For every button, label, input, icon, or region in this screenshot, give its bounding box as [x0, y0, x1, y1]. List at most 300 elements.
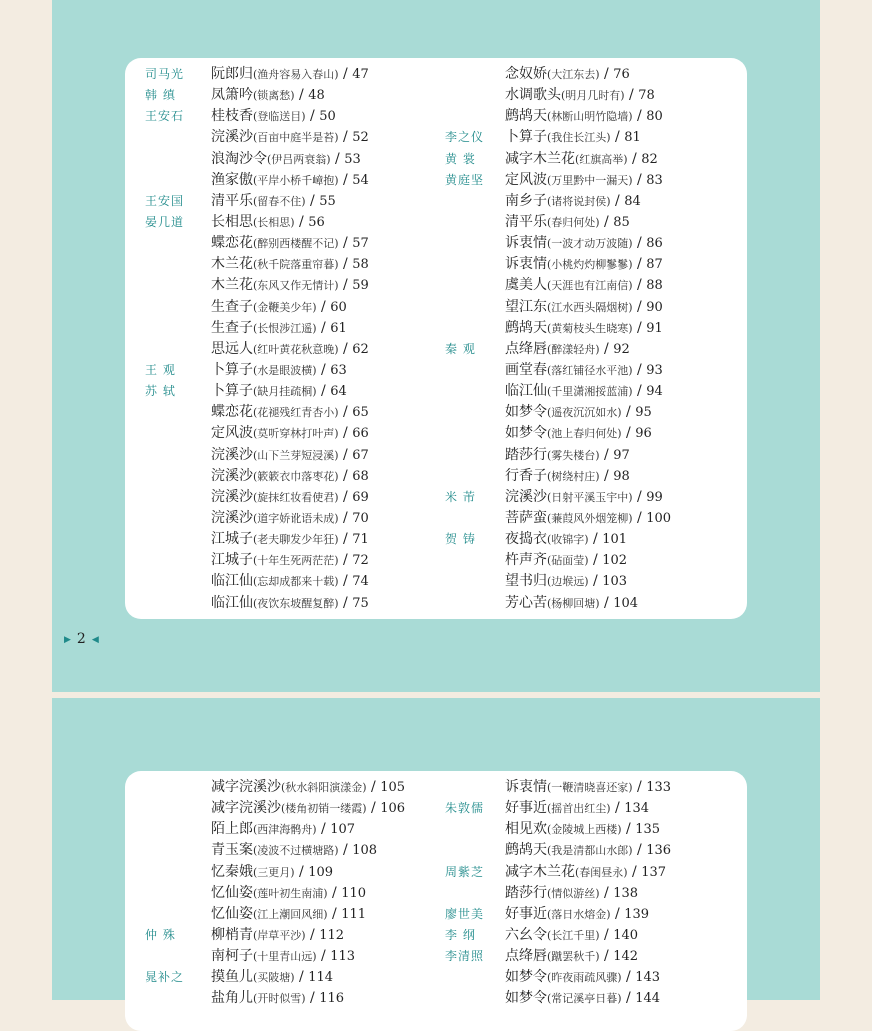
poem-first-line: (明月几时有)	[561, 89, 625, 103]
page-ref: 100	[646, 510, 672, 526]
poem-title: 鹧鸪天	[505, 319, 547, 336]
poem-title: 减字浣溪沙	[211, 800, 281, 817]
page-ref: 86	[646, 236, 663, 252]
poem-first-line: (春闺昼永)	[575, 865, 628, 879]
poem-title-line: 柳梢青(岸草平沙) / 112	[211, 926, 345, 943]
poem-title-line: 忆仙姿(江上潮回风细) / 111	[211, 905, 367, 922]
page-ref: 106	[380, 801, 406, 817]
poem-title-line: 卜算子(我住长江头) / 81	[505, 129, 641, 146]
poem-first-line-text: 醉漾轻舟	[551, 342, 596, 356]
poem-title-line: 浣溪沙(日射平溪玉宇中) / 99	[505, 488, 663, 505]
poem-title-line: 南柯子(十里青山远) / 113	[211, 948, 356, 965]
poem-first-line-text: 登临送目	[257, 110, 302, 124]
poem-title: 如梦令	[505, 990, 547, 1007]
page-ref: 133	[646, 780, 672, 795]
poem-first-line-text: 蒹葭风外烟笼柳	[551, 511, 629, 525]
poem-first-line-text: 平岸小桥千嶂抱	[257, 173, 335, 187]
poem-title-line: 望江东(江水西头隔烟树) / 90	[505, 298, 663, 315]
poem-first-line-text: 摇首出红尘	[551, 802, 607, 816]
poem-first-line-text: 蹴罢秋千	[551, 950, 596, 964]
poem-first-line-text: 凌波不过横塘路	[257, 844, 335, 858]
poem-title: 卜算子	[211, 383, 253, 400]
poem-first-line-text: 一波才动万波随	[551, 237, 629, 251]
poem-title: 木兰花	[211, 256, 253, 273]
poem-title: 好事近	[505, 905, 547, 922]
poem-title-line: 木兰花(东风又作无情计) / 59	[211, 277, 369, 294]
poem-first-line-text: 百亩中庭半是苔	[257, 131, 335, 145]
poem-title-line: 菩萨蛮(蒹葭风外烟笼柳) / 100	[505, 509, 672, 526]
poem-first-line-text: 花褪残红青杏小	[257, 406, 335, 420]
poem-first-line: (情似游丝)	[547, 886, 600, 900]
poem-first-line-text: 留春不住	[257, 194, 302, 208]
page-ref: 78	[638, 88, 655, 104]
author-name: 晁补之	[145, 970, 185, 985]
poem-title-line: 临江仙(忘却成都来十载) / 74	[211, 573, 369, 590]
poem-first-line-text: 老夫聊发少年狂	[257, 533, 335, 547]
poem-title-line: 蝶恋花(醉别西楼醒不记) / 57	[211, 235, 369, 252]
poem-first-line-text: 春归何处	[551, 215, 596, 229]
author-name: 黄庭坚	[445, 172, 485, 187]
poem-title-line: 蝶恋花(花褪残红青杏小) / 65	[211, 404, 369, 421]
page-ref: 143	[635, 970, 661, 986]
poem-first-line-text: 水是眼波横	[257, 363, 313, 377]
page-ref: 92	[613, 341, 630, 357]
poem-first-line: (醉别西楼醒不记)	[253, 237, 339, 251]
poem-title-line: 浪淘沙令(伊吕两衰翁) / 53	[211, 150, 361, 167]
poem-title: 好事近	[505, 800, 547, 817]
poem-title-line: 临江仙(千里潇湘挼蓝浦) / 94	[505, 383, 663, 400]
poem-first-line: (落红铺径水平池)	[547, 363, 633, 377]
poem-first-line: (千里潇湘挼蓝浦)	[547, 385, 633, 399]
poem-title-line: 虞美人(天涯也有江南信) / 88	[505, 277, 663, 294]
poem-title: 踏莎行	[505, 446, 547, 463]
poem-first-line-text: 锁离愁	[257, 89, 291, 103]
poem-first-line: (水是眼波横)	[253, 363, 317, 377]
author-name: 黄 裳	[445, 151, 476, 166]
poem-title: 杵声齐	[505, 552, 547, 569]
poem-title: 望江东	[505, 298, 547, 315]
poem-first-line: (旋抹红妆看使君)	[253, 490, 339, 504]
page-ref: 140	[613, 927, 639, 943]
page-ref: 107	[330, 822, 356, 838]
poem-first-line-text: 树绕村庄	[551, 469, 596, 483]
poem-first-line-text: 旋抹红妆看使君	[257, 490, 335, 504]
page-ref: 80	[646, 109, 663, 125]
poem-title: 如梦令	[505, 969, 547, 986]
page-ref: 74	[352, 574, 369, 590]
poem-first-line: (三更月)	[253, 865, 295, 879]
poem-first-line-text: 诸将说封侯	[551, 194, 607, 208]
poem-title-line: 行香子(树绕村庄) / 98	[505, 467, 630, 484]
poem-first-line-text: 天涯也有江南信	[551, 279, 629, 293]
poem-title-line: 杵声齐(砧面莹) / 102	[505, 552, 628, 569]
author-name: 李 纲	[445, 927, 476, 942]
poem-first-line-text: 金陵城上西楼	[551, 823, 618, 837]
page-ref: 66	[352, 426, 369, 442]
poem-first-line: (一鞭清晓喜还家)	[547, 781, 633, 794]
poem-title-line: 望书归(边堠远) / 103	[505, 573, 628, 590]
poem-title: 夜捣衣	[505, 531, 547, 548]
poem-first-line: (遥夜沉沉如水)	[547, 406, 622, 420]
poem-first-line-text: 醉别西楼醒不记	[257, 237, 335, 251]
page-ref: 113	[330, 949, 356, 965]
poem-title-line: 木兰花(秋千院落重帘暮) / 58	[211, 256, 369, 273]
page-ref: 139	[624, 906, 650, 922]
page-ref: 96	[635, 426, 652, 442]
poem-first-line: (长相思)	[253, 215, 295, 229]
poem-first-line-text: 簌簌衣巾落枣花	[257, 469, 335, 483]
poem-first-line-text: 万里黔中一漏天	[551, 173, 629, 187]
page-ref: 112	[319, 927, 345, 943]
poem-first-line: (黄菊枝头生晓寒)	[547, 321, 633, 335]
poem-first-line-text: 小桃灼灼柳鬖鬖	[551, 258, 629, 272]
poem-first-line: (老夫聊发少年狂)	[253, 533, 339, 547]
poem-title: 芳心苦	[505, 594, 547, 611]
toc-page-1	[52, 0, 820, 692]
page-ref: 90	[646, 299, 663, 315]
poem-first-line: (天涯也有江南信)	[547, 279, 633, 293]
page-ref: 84	[624, 193, 641, 209]
poem-title: 画堂春	[505, 361, 547, 378]
poem-first-line-text: 我住长江头	[551, 131, 607, 145]
poem-title-line: 陌上郎(西津海鹘舟) / 107	[211, 821, 356, 838]
page-ref: 62	[352, 341, 369, 357]
poem-title: 忆仙姿	[211, 905, 253, 922]
poem-first-line: (岸草平沙)	[253, 928, 306, 942]
author-name: 李清照	[445, 949, 485, 964]
page-ref: 104	[613, 595, 639, 611]
poem-first-line-text: 楼角初销一缕霞	[285, 802, 363, 816]
poem-title: 临江仙	[211, 573, 253, 590]
page-ref: 68	[352, 468, 369, 484]
poem-first-line: (红旗高举)	[575, 152, 628, 166]
poem-title-line: 江城子(十年生死两茫茫) / 72	[211, 552, 369, 569]
author-name: 仲 殊	[145, 927, 176, 942]
page-ref: 60	[330, 299, 347, 315]
poem-title-line: 桂枝香(登临送目) / 50	[211, 108, 336, 125]
poem-title-line: 好事近(摇首出红尘) / 134	[505, 800, 650, 817]
author-name: 贺 铸	[445, 532, 476, 547]
poem-first-line: (雾失楼台)	[547, 448, 600, 462]
poem-first-line-text: 金鞭美少年	[257, 300, 313, 314]
page-ref: 134	[624, 801, 650, 817]
poem-first-line-text: 红叶黄花秋意晚	[257, 342, 335, 356]
poem-first-line: (留春不住)	[253, 194, 306, 208]
author-name: 苏 轼	[145, 384, 176, 399]
poem-first-line-text: 道字娇讹语未成	[257, 511, 335, 525]
page-ref: 55	[319, 193, 336, 209]
poem-title: 南乡子	[505, 192, 547, 209]
poem-title: 青玉案	[211, 842, 253, 859]
poem-first-line-text: 杨柳回塘	[551, 596, 596, 610]
author-name: 廖世美	[445, 906, 485, 921]
poem-title-line: 夜捣衣(收锦字) / 101	[505, 531, 628, 548]
page-ref: 116	[319, 991, 345, 1007]
poem-first-line-text: 收锦字	[551, 533, 585, 547]
author-name: 李之仪	[445, 130, 485, 145]
poem-first-line: (秋千院落重帘暮)	[253, 258, 339, 272]
triangle-right-icon: ▶	[64, 635, 71, 645]
page-ref: 56	[308, 214, 325, 230]
page-ref: 91	[646, 320, 663, 336]
poem-first-line-text: 长恨涉江遥	[257, 321, 313, 335]
poem-title-line: 减字浣溪沙(楼角初销一缕霞) / 106	[211, 800, 406, 817]
poem-first-line: (百亩中庭半是苔)	[253, 131, 339, 145]
poem-title-line: 清平乐(留春不住) / 55	[211, 192, 336, 209]
poem-title: 诉衷情	[505, 779, 547, 795]
page-ref: 54	[352, 172, 369, 188]
poem-title: 渔家傲	[211, 171, 253, 188]
poem-title-line: 定风波(莫听穿林打叶声) / 66	[211, 425, 369, 442]
poem-first-line: (砧面莹)	[547, 554, 589, 568]
poem-title-line: 生查子(金鞭美少年) / 60	[211, 298, 347, 315]
author-name: 王 观	[145, 362, 176, 377]
page-ref: 87	[646, 257, 663, 273]
page-ref: 50	[319, 109, 336, 125]
poem-first-line: (簌簌衣巾落枣花)	[253, 469, 339, 483]
poem-first-line: (春归何处)	[547, 215, 600, 229]
poem-title-line: 踏莎行(情似游丝) / 138	[505, 884, 639, 901]
poem-first-line: (平岸小桥千嶂抱)	[253, 173, 339, 187]
poem-first-line: (边堠远)	[547, 575, 589, 589]
poem-first-line: (林断山明竹隐墙)	[547, 110, 633, 124]
poem-first-line-text: 江水西头隔烟树	[551, 300, 629, 314]
poem-title: 鹧鸪天	[505, 842, 547, 859]
poem-first-line-text: 我是清都山水郎	[551, 844, 629, 858]
poem-title-line: 卜算子(缺月挂疏桐) / 64	[211, 383, 347, 400]
poem-title-line: 忆仙姿(莲叶初生南浦) / 110	[211, 884, 367, 901]
poem-title-line: 浣溪沙(百亩中庭半是苔) / 52	[211, 129, 369, 146]
poem-first-line: (常记溪亭日暮)	[547, 992, 622, 1006]
poem-first-line: (莲叶初生南浦)	[253, 886, 328, 900]
poem-first-line: (十年生死两茫茫)	[253, 554, 339, 568]
poem-first-line: (长恨涉江遥)	[253, 321, 317, 335]
poem-title: 菩萨蛮	[505, 509, 547, 526]
page-ref: 82	[641, 151, 658, 167]
poem-title: 鹧鸪天	[505, 108, 547, 125]
poem-title: 临江仙	[211, 594, 253, 611]
poem-title: 生查子	[211, 319, 253, 336]
poem-first-line-text: 长江千里	[551, 928, 596, 942]
page-ref: 83	[646, 172, 663, 188]
poem-first-line: (蹴罢秋千)	[547, 950, 600, 964]
poem-first-line: (江水西头隔烟树)	[547, 300, 633, 314]
page-ref: 136	[646, 843, 672, 859]
poem-title: 如梦令	[505, 425, 547, 442]
page-ref: 53	[344, 151, 361, 167]
page-ref: 93	[646, 362, 663, 378]
poem-title-line: 摸鱼儿(买陂塘) / 114	[211, 969, 334, 986]
poem-first-line: (夜饮东坡醒复醉)	[253, 596, 339, 610]
poem-title: 点绛唇	[505, 340, 547, 357]
poem-title: 浣溪沙	[211, 488, 253, 505]
poem-first-line: (花褪残红青杏小)	[253, 406, 339, 420]
poem-title: 摸鱼儿	[211, 969, 253, 986]
poem-first-line-text: 落日水熔金	[551, 907, 607, 921]
author-name: 朱敦儒	[445, 801, 485, 816]
page-ref: 76	[613, 67, 630, 82]
poem-title: 卜算子	[505, 129, 547, 146]
poem-first-line-text: 岸草平沙	[257, 928, 302, 942]
poem-title: 木兰花	[211, 277, 253, 294]
poem-first-line: (登临送目)	[253, 110, 306, 124]
poem-title-line: 浣溪沙(道字娇讹语未成) / 70	[211, 509, 369, 526]
poem-title: 浣溪沙	[505, 488, 547, 505]
poem-title-line: 鹧鸪天(林断山明竹隐墙) / 80	[505, 108, 663, 125]
poem-first-line: (蒹葭风外烟笼柳)	[547, 511, 633, 525]
poem-title-line: 六幺令(长江千里) / 140	[505, 926, 639, 943]
page-ref: 75	[352, 595, 369, 611]
page-ref: 137	[641, 864, 667, 880]
poem-first-line: (树绕村庄)	[547, 469, 600, 483]
poem-first-line-text: 遥夜沉沉如水	[551, 406, 618, 420]
poem-first-line-text: 夜饮东坡醒复醉	[257, 596, 335, 610]
page-ref: 135	[635, 822, 661, 838]
poem-first-line-text: 渔舟容易入春山	[257, 68, 335, 81]
page-ref: 102	[602, 553, 628, 569]
poem-title-line: 卜算子(水是眼波横) / 63	[211, 361, 347, 378]
poem-title-line: 点绛唇(醉漾轻舟) / 92	[505, 340, 630, 357]
poem-title-line: 忆秦娥(三更月) / 109	[211, 863, 334, 880]
poem-title-line: 长相思(长相思) / 56	[211, 213, 325, 230]
poem-first-line-text: 长相思	[257, 215, 291, 229]
poem-first-line: (摇首出红尘)	[547, 802, 611, 816]
poem-title-line: 如梦令(常记溪亭日暮) / 144	[505, 990, 661, 1007]
poem-first-line-text: 三更月	[257, 865, 291, 879]
page-number	[64, 631, 99, 647]
page-ref: 71	[352, 532, 369, 548]
poem-title: 江城子	[211, 531, 253, 548]
poem-title: 生查子	[211, 298, 253, 315]
poem-title-line: 减字木兰花(红旗高举) / 82	[505, 150, 658, 167]
author-name: 司马光	[145, 67, 185, 81]
poem-first-line-text: 林断山明竹隐墙	[551, 110, 629, 124]
poem-first-line-text: 千里潇湘挼蓝浦	[551, 385, 629, 399]
page-ref: 70	[352, 510, 369, 526]
poem-title-line: 减字浣溪沙(秋水斜阳演漾金) / 105	[211, 779, 406, 795]
poem-title: 凤箫吟	[211, 87, 253, 104]
poem-title: 诉衷情	[505, 235, 547, 252]
page-ref: 94	[646, 384, 663, 400]
poem-title: 减字浣溪沙	[211, 779, 281, 795]
poem-first-line: (买陂塘)	[253, 971, 295, 985]
poem-title-line: 阮郎归(渔舟容易入春山) / 47	[211, 66, 369, 82]
poem-title: 卜算子	[211, 361, 253, 378]
page-ref: 61	[330, 320, 347, 336]
poem-title: 清平乐	[211, 192, 253, 209]
page-ref: 138	[613, 885, 639, 901]
author-name: 韩 缜	[145, 88, 176, 103]
poem-first-line: (诸将说封侯)	[547, 194, 611, 208]
poem-first-line: (杨柳回塘)	[547, 596, 600, 610]
poem-first-line: (小桃灼灼柳鬖鬖)	[547, 258, 633, 272]
page-ref: 95	[635, 405, 652, 421]
poem-first-line: (莫听穿林打叶声)	[253, 427, 339, 441]
page-ref: 64	[330, 384, 347, 400]
poem-first-line-text: 红旗高举	[579, 152, 624, 166]
poem-title-line: 水调歌头(明月几时有) / 78	[505, 87, 655, 104]
poem-first-line-text: 黄菊枝头生晓寒	[551, 321, 629, 335]
page-ref: 114	[308, 970, 334, 986]
poem-title-line: 凤箫吟(锁离愁) / 48	[211, 87, 325, 104]
poem-title: 长相思	[211, 213, 253, 230]
poem-title: 蝶恋花	[211, 235, 253, 252]
poem-first-line: (万里黔中一漏天)	[547, 173, 633, 187]
author-name: 米 芾	[445, 489, 476, 504]
poem-title-line: 浣溪沙(簌簌衣巾落枣花) / 68	[211, 467, 369, 484]
page-ref: 85	[613, 214, 630, 230]
page-ref: 98	[613, 468, 630, 484]
poem-title: 相见欢	[505, 821, 547, 838]
poem-first-line: (一波才动万波随)	[547, 237, 633, 251]
poem-title: 江城子	[211, 552, 253, 569]
toc-card	[125, 771, 747, 1031]
author-name: 晏几道	[145, 214, 185, 229]
page-ref: 144	[635, 991, 661, 1007]
poem-first-line-text: 开时似雪	[257, 992, 302, 1006]
poem-title: 定风波	[211, 425, 253, 442]
poem-title: 蝶恋花	[211, 404, 253, 421]
poem-title: 减字木兰花	[505, 150, 575, 167]
poem-title: 浣溪沙	[211, 467, 253, 484]
poem-first-line-text: 砧面莹	[551, 554, 585, 568]
poem-title-line: 鹧鸪天(我是清都山水郎) / 136	[505, 842, 672, 859]
poem-first-line: (金陵城上西楼)	[547, 823, 622, 837]
poem-first-line-text: 边堠远	[551, 575, 585, 589]
poem-first-line: (大江东去)	[547, 68, 600, 81]
poem-title: 陌上郎	[211, 821, 253, 838]
poem-first-line: (伊吕两衰翁)	[267, 152, 331, 166]
page-ref: 59	[352, 278, 369, 294]
poem-first-line: (山下兰芽短浸溪)	[253, 448, 339, 462]
toc-card	[125, 58, 747, 619]
poem-first-line: (江上潮回风细)	[253, 907, 328, 921]
page-ref: 67	[352, 447, 369, 463]
toc-page-2	[52, 698, 820, 1007]
poem-first-line: (秋水斜阳演漾金)	[281, 781, 367, 794]
poem-first-line-text: 大江东去	[551, 68, 596, 81]
poem-title-line: 如梦令(昨夜雨疏风骤) / 143	[505, 969, 661, 986]
poem-first-line-text: 西津海鹘舟	[257, 823, 313, 837]
poem-title-line: 画堂春(落红铺径水平池) / 93	[505, 361, 663, 378]
poem-first-line: (道字娇讹语未成)	[253, 511, 339, 525]
author-name: 周紫芝	[445, 864, 485, 879]
poem-title: 南柯子	[211, 948, 253, 965]
author-name: 王安国	[145, 193, 185, 208]
poem-first-line: (我住长江头)	[547, 131, 611, 145]
poem-title-line: 南乡子(诸将说封侯) / 84	[505, 192, 641, 209]
poem-title: 六幺令	[505, 926, 547, 943]
poem-first-line-text: 买陂塘	[257, 971, 291, 985]
poem-title-line: 清平乐(春归何处) / 85	[505, 213, 630, 230]
poem-title: 念奴娇	[505, 66, 547, 82]
poem-title: 清平乐	[505, 213, 547, 230]
poem-first-line: (收锦字)	[547, 533, 589, 547]
page-ref: 103	[602, 574, 628, 590]
poem-first-line: (凌波不过横塘路)	[253, 844, 339, 858]
poem-first-line-text: 秋千院落重帘暮	[257, 258, 335, 272]
poem-title: 忆秦娥	[211, 863, 253, 880]
poem-first-line: (我是清都山水郎)	[547, 844, 633, 858]
poem-first-line: (忘却成都来十载)	[253, 575, 339, 589]
author-name: 秦 观	[445, 341, 476, 356]
page-ref: 99	[646, 489, 663, 505]
poem-title: 如梦令	[505, 404, 547, 421]
poem-first-line: (渔舟容易入春山)	[253, 68, 339, 81]
poem-title-line: 思远人(红叶黄花秋意晚) / 62	[211, 340, 369, 357]
poem-title: 虞美人	[505, 277, 547, 294]
poem-title-line: 如梦令(池上春归何处) / 96	[505, 425, 652, 442]
